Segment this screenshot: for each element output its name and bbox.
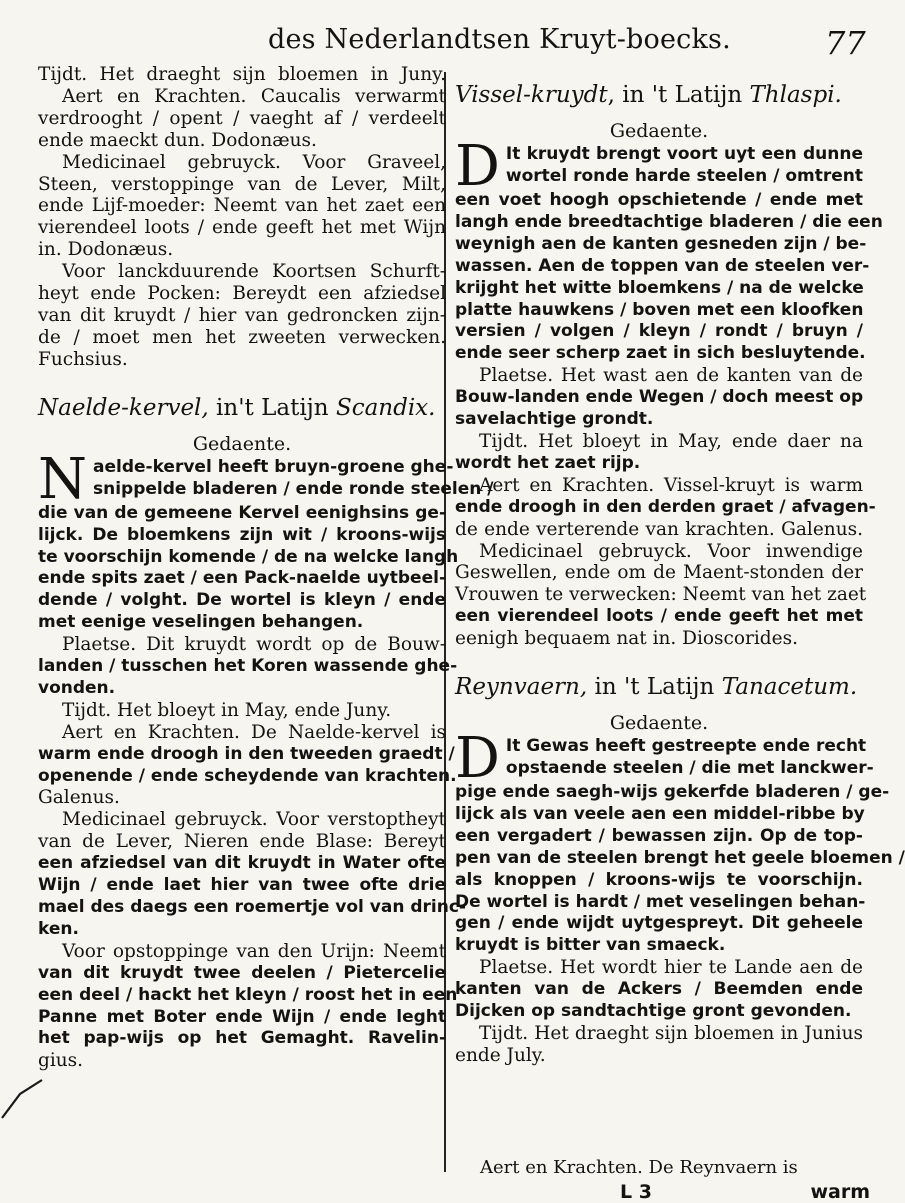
section-heading-tanacetum (455, 672, 863, 702)
text-line: savelachtige grondt. (455, 409, 654, 430)
text-line: opstaende steelen / die met lanckwer- (505, 757, 874, 778)
left-column (38, 64, 494, 1072)
running-title: des Nederlandtsen Kruyt-boecks. (268, 24, 731, 55)
catchline: Aert en Krachten. De Reynvaern is (480, 1157, 798, 1178)
text-line: Fuchsius. (38, 348, 128, 370)
text-line: met eenige veselingen behangen. (38, 612, 364, 633)
drop-cap: D (455, 134, 500, 199)
text-line: dende / volght. De wortel is kleyn / ende (38, 590, 446, 611)
text-line: Tijdt. Het bloeyt in May, ende daer na (479, 430, 863, 452)
text-line: Panne met Boter ende Wijn / ende leght (38, 1006, 446, 1027)
section-heading-thlaspi (455, 80, 863, 110)
text-line: Medicinael gebruyck. Voor Graveel, (62, 151, 446, 173)
text-line: versien / volgen / kleyn / rondt / bruyn / (455, 321, 863, 342)
text-line: ende maeckt dun. Dodonæus. (38, 129, 317, 151)
text-line: Steen, verstoppinge van de Lever, Milt, (38, 173, 446, 195)
catchword: warm (810, 1181, 870, 1203)
page-header (0, 20, 895, 60)
text-line: Medicinael gebruyck. Voor inwendige (479, 540, 863, 562)
text-line: Voor lanckduurende Koortsen Schurft- (62, 261, 446, 283)
text-line: kanten van de Ackers / Beemden ende (455, 979, 863, 1000)
text-line: mael des daegs een roemertje vol van drinc- (38, 897, 466, 917)
text-line: Aert en Krachten. De Naelde-kervel is (62, 721, 446, 743)
text-line: van dit kruydt / hier van gedroncken zijn- (38, 304, 446, 326)
text-line: Tijdt. Het draeght sijn bloemen in Junius (479, 1023, 863, 1044)
text-line: Aert en Krachten. Caucalis verwarmt (62, 85, 446, 107)
text-line: Galenus. (38, 787, 120, 809)
heading-connector: in't Latijn (208, 394, 336, 421)
text-line: wordt het zaet rijp. (455, 452, 641, 473)
plaetse-block (455, 957, 863, 1023)
text-line: ende Lijf-moeder: Neemt van het zaet een (38, 195, 446, 217)
text-line: heyt ende Pocken: Bereydt een afziedsel (38, 283, 446, 305)
text-line: Wijn / ende laet hier van twee ofte drie (38, 875, 446, 896)
heading-connector: in 't Latijn (587, 674, 722, 701)
description-block (455, 134, 883, 365)
text-line: een afziedsel van dit kruydt in Water ofte (38, 853, 446, 874)
subheading-gedaente: Gedaente. (192, 432, 292, 455)
text-line: pige ende saegh-wijs gekerfde bladeren / ge- (455, 782, 890, 803)
right-column (455, 64, 905, 1067)
text-line: van dit kruydt twee deelen / Pietercelie (38, 962, 446, 983)
text-line: Tijdt. Het draeght sijn bloemen in Juny. (38, 64, 446, 85)
text-line: ken. (38, 918, 79, 939)
text-line: aelde-kervel heeft bruyn-groene ghe- (93, 456, 454, 477)
subheading-gedaente: Gedaente. (609, 120, 709, 142)
text-line: Dijcken op sandtachtige gront gevonden. (455, 1001, 852, 1022)
plant-name: Reynvaern, (455, 674, 588, 701)
text-line: te voorschijn komende / de na welcke langh (38, 546, 459, 567)
text-line: snippelde bladeren / ende ronde steelen / (93, 478, 494, 499)
text-line: van de Lever, Nieren ende Blase: Bereyt (38, 831, 446, 853)
text-line: eenigh bequaem nat in. Dioscorides. (455, 628, 798, 650)
medicinael-block (38, 809, 466, 940)
text-line: Plaetse. Het wast aen de kanten van de (479, 365, 863, 387)
subheading-gedaente: Gedaente. (609, 712, 709, 735)
latin-name: Tanacetum. (721, 674, 858, 701)
text-line: pen van de steelen brengt het geele bloemen / (455, 847, 905, 868)
plaetse-block (38, 634, 458, 700)
latin-name: Thlaspi. (749, 82, 842, 108)
text-line: een vergadert / bewassen zijn. Op de top- (455, 825, 863, 846)
text-line: openende / ende scheydende van krachten. (38, 765, 457, 786)
text-line: langh ende breedtachtige bladeren / die een (455, 211, 883, 232)
text-line: kruydt is bitter van smaeck. (455, 935, 726, 956)
text-line: ende droogh in den derden graet / afvagen- (455, 496, 876, 517)
text-line: ende seer scherp zaet in sich besluytende. (455, 343, 866, 364)
text-line: krijght het witte bloemkens / na de welcke (455, 277, 864, 298)
text-line: vierendeel loots / ende geeft het met Wijn (38, 217, 446, 239)
plant-name: Naelde-kervel, (38, 394, 209, 421)
text-line: wassen. Aen de toppen van de steelen ver- (455, 255, 870, 276)
latin-name: Scandix. (335, 394, 436, 421)
text-line: gen / ende wijdt uytgespreyt. Dit geheele (455, 913, 863, 934)
text-line: ende July. (455, 1044, 546, 1066)
pen-mark (0, 1040, 60, 1120)
text-line: Aert en Krachten. Vissel-kruyt is warm (479, 474, 863, 496)
text-line: een deel / hackt het kleyn / roost het in een (38, 984, 458, 1005)
tijdt-line: Tijdt. Het bloeyt in May, ende Juny. (62, 699, 392, 721)
drop-cap: D (455, 726, 500, 792)
text-line: lijck als van veele aen een middel-ribbe by (455, 803, 865, 824)
text-line: weynigh aen de kanten gesneden zijn / be- (455, 233, 867, 254)
plaetse-block (455, 365, 863, 431)
text-line: Vrouwen te verwecken: Neemt van het zaet (455, 584, 867, 606)
opstopping-block (38, 940, 458, 1072)
heading-connector: , in 't Latijn (607, 82, 750, 108)
page-footer (480, 1157, 870, 1203)
text-line: It kruydt brengt voort uyt een dunne (505, 144, 863, 164)
section-heading-scandix (38, 393, 446, 423)
aert-block (455, 474, 876, 541)
text-line: verdrooght / opent / vaeght af / verdeelt (38, 107, 446, 129)
text-line: de / moet men het zweeten verwecken. (38, 326, 446, 348)
description-block (38, 446, 494, 634)
tijdt-block (455, 431, 863, 475)
page-number: 77 (825, 24, 866, 62)
aert-block (38, 721, 457, 810)
text-line: platte hauwkens / boven met een kloofken (455, 299, 864, 320)
tijdt-block (455, 1023, 863, 1067)
text-line: een voet hoogh opschietende / ende met (455, 190, 863, 210)
text-line: lijck. De bloemkens zijn wit / kroons-wijs (38, 524, 446, 545)
text-line: Bouw-landen ende Wegen / doch meest op (455, 387, 864, 408)
text-line: het pap-wijs op het Gemaght. Ravelin- (38, 1028, 446, 1049)
text-line: Medicinael gebruyck. Voor verstoptheyt (62, 809, 446, 831)
text-line: gius. (38, 1050, 84, 1072)
text-line: Plaetse. Dit kruydt wordt op de Bouw- (62, 634, 446, 656)
description-block (455, 726, 905, 957)
text-line: landen / tusschen het Koren wassende ghe- (38, 656, 458, 677)
text-line: een vierendeel loots / ende geeft het met (455, 606, 863, 627)
text-line: It Gewas heeft gestreepte ende recht (505, 736, 867, 757)
text-line: wortel ronde harde steelen / omtrent (505, 165, 863, 186)
text-line: Voor opstoppinge van den Urijn: Neemt (62, 940, 446, 962)
text-line: vonden. (38, 677, 116, 698)
text-line: als knoppen / kroons-wijs te voorschijn. (455, 869, 863, 890)
medicinael-block (455, 540, 867, 651)
text-line: de ende verterende van krachten. Galenus. (455, 518, 863, 540)
intro-block (38, 64, 446, 371)
text-line: warm ende droogh in den tweeden graedt / (38, 743, 455, 764)
text-line: in. Dodonæus. (38, 239, 174, 261)
plant-name: Vissel-kruydt (455, 82, 608, 108)
text-line: Plaetse. Het wordt hier te Lande aen de (479, 957, 863, 979)
signature-mark: L 3 (620, 1181, 652, 1203)
text-line: ende spits zaet / een Pack-naelde uytbeel- (38, 568, 446, 589)
text-line: De wortel is hardt / met veselingen behan- (455, 891, 866, 912)
text-line: Geswellen, ende om de Maent-stonden der (455, 562, 863, 584)
drop-cap: N (38, 446, 87, 512)
text-line: die van de gemeene Kervel eenighsins ge- (38, 502, 446, 523)
